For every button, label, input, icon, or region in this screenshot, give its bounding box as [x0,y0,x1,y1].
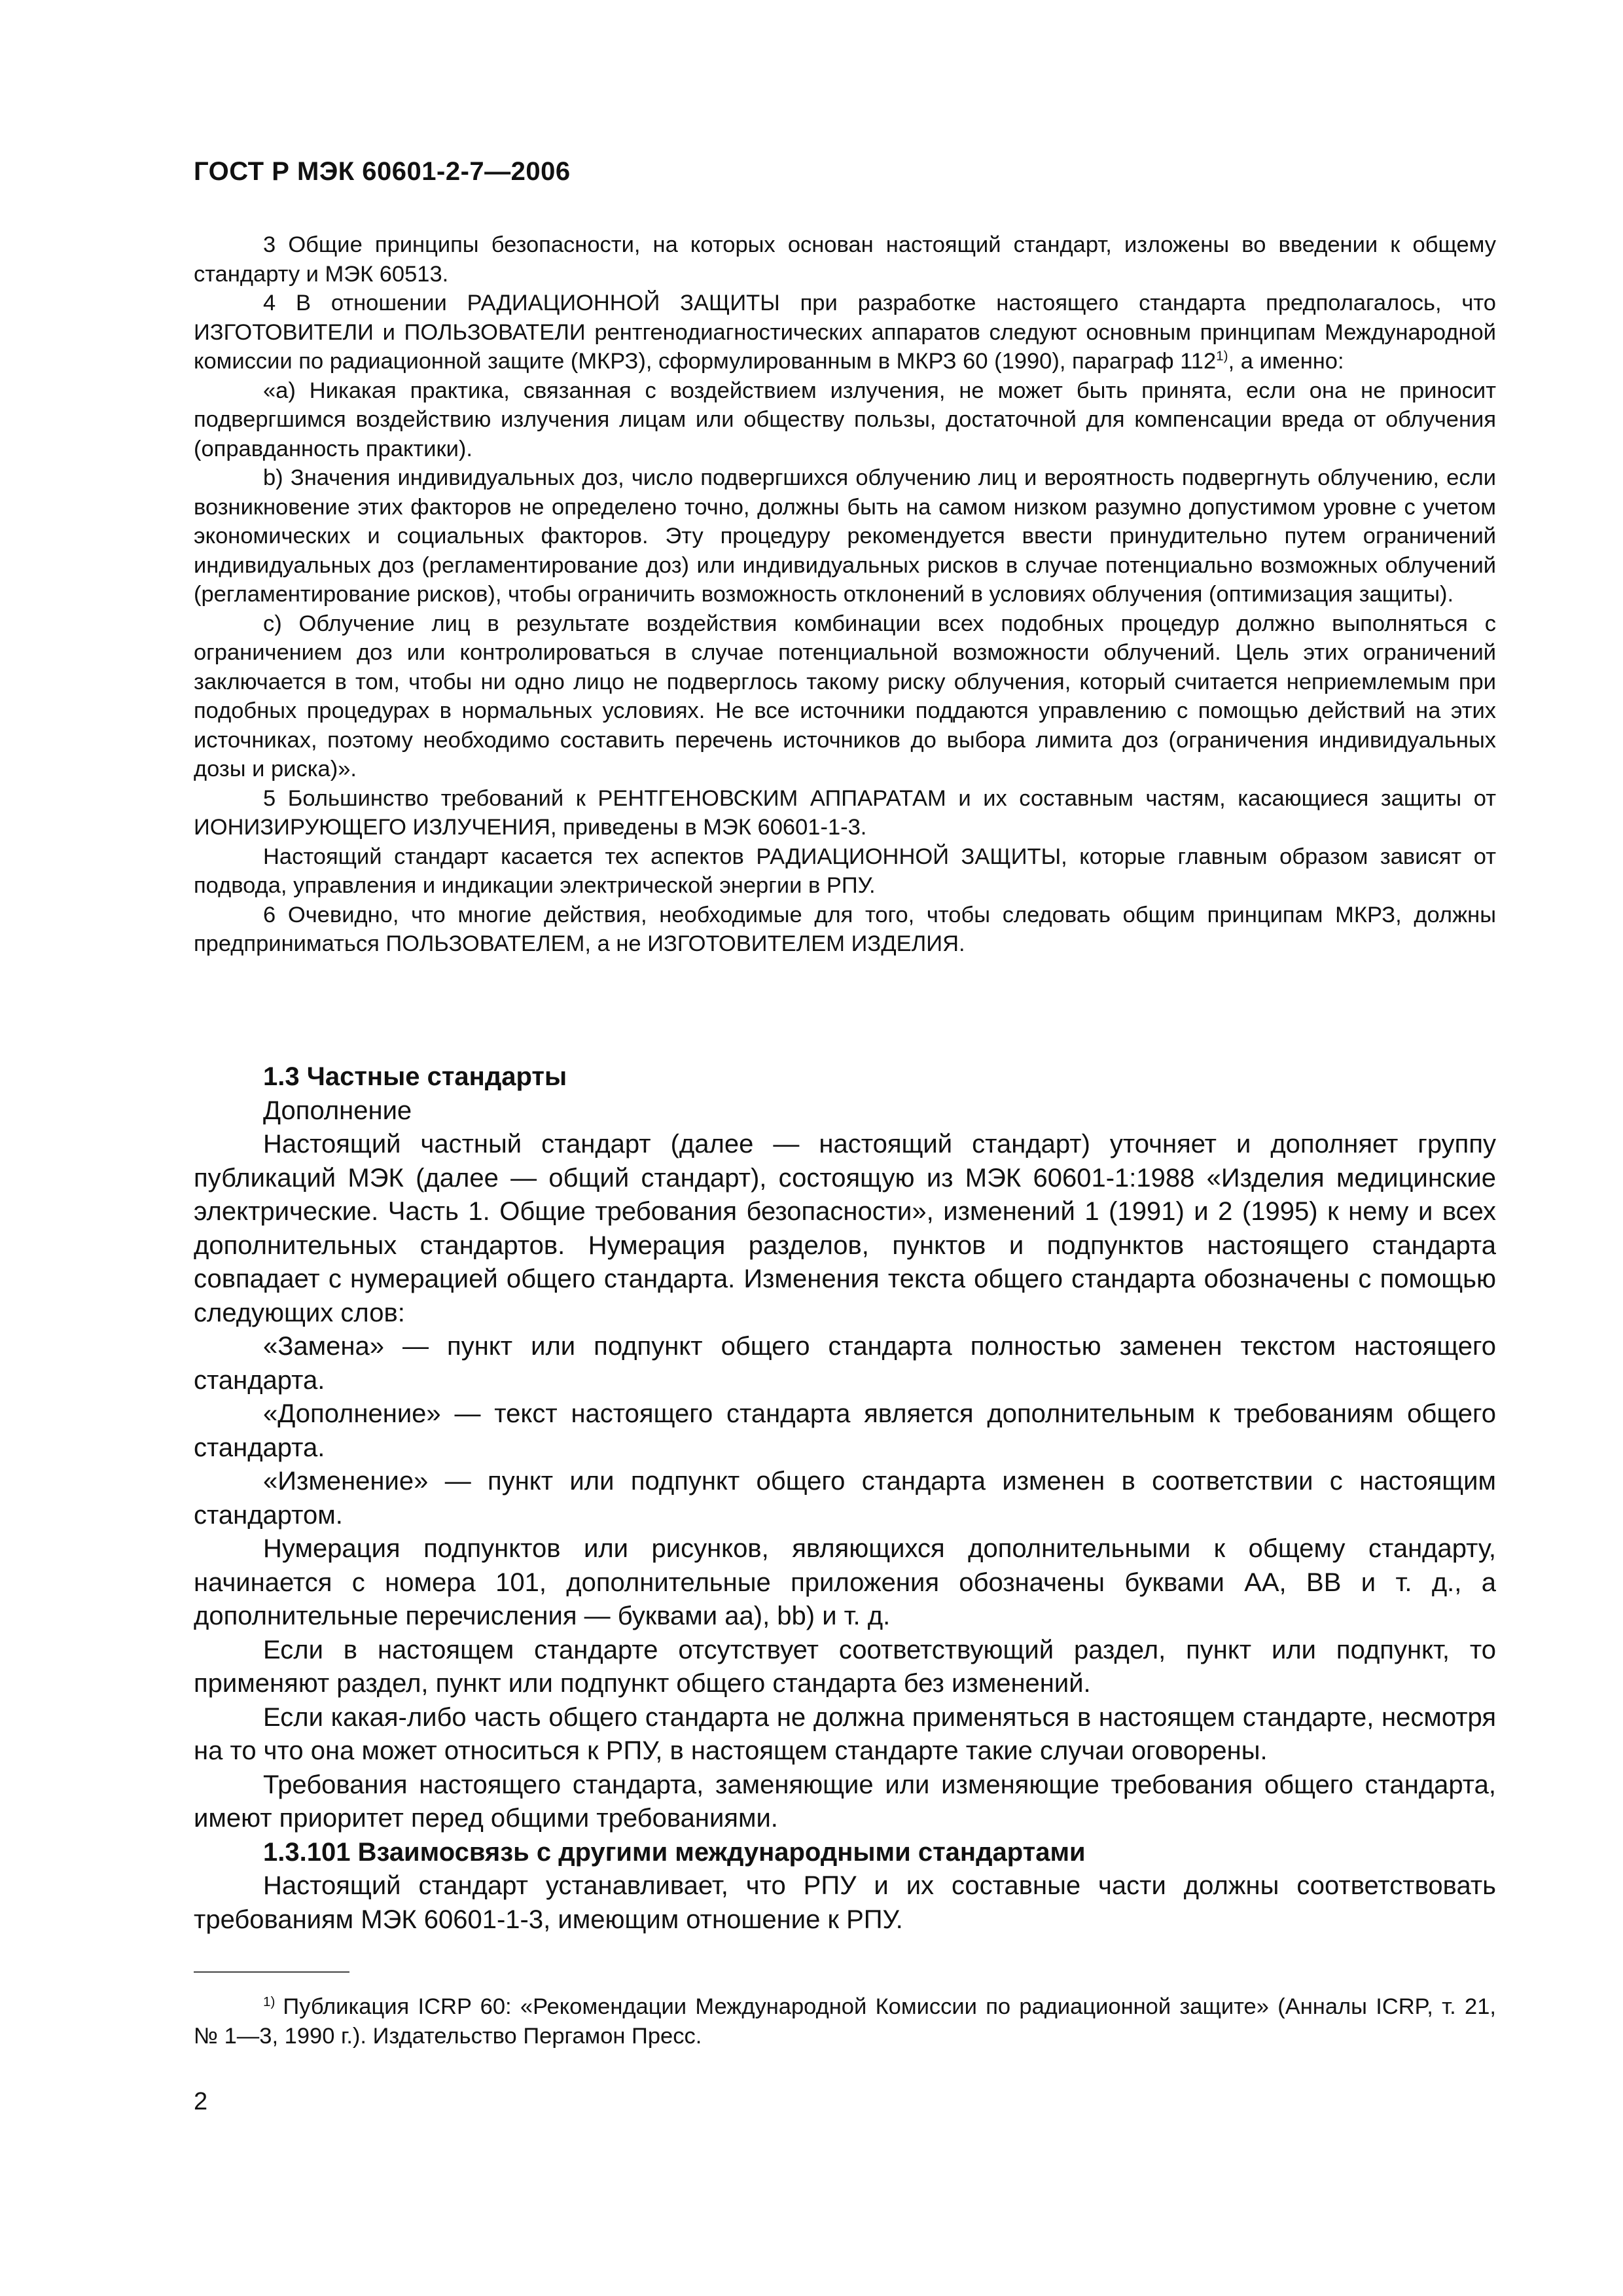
section-1-3-paragraph-1: Настоящий частный стандарт (далее — настоящий стандарт) уточняет и дополняет группу публикаций МЭК (далее — общий стандарт), состоящую из МЭК 60601-1:1988 «Изделия медицинские электрические. Часть 1. Общие требования безопасности», изменений 1 (1991) и 2 (1995) к нему и всех дополнительных стандартов. Нумерация разделов, пунктов и подпунктов настоящего стандарта совпадает с нумерацией общего стандарта. Изменения текста общего стандарта обозначены с помощью следующих слов: [194,1130,1496,1327]
footnote [194,1992,1496,2051]
section-1-3-paragraph-2: «Замена» — пункт или подпункт общего стандарта полностью заменен текстом настоящего стандарта. [194,1332,1496,1395]
page-number: 2 [194,2088,208,2115]
section-1-3-paragraph-5: Нумерация подпунктов или рисунков, являющихся дополнительными к общему стандарту, начинается с номера 101, дополнительные приложения обозначены буквами AA, BB и т. д., а дополнительные перечисления — буквами aa), bb) и т. д. [194,1534,1496,1630]
footnote-reference: 1) [1216,348,1228,364]
intro-block [194,230,1496,959]
intro-paragraph-3: 3 Общие принципы безопасности, на которых основан настоящий стандарт, изложены во введении к общему стандарту и МЭК 60513. [194,232,1496,287]
section-1-3 [194,1060,1496,1937]
section-1-3-addition: Дополнение [263,1096,412,1125]
intro-paragraph-4-end: , а именно: [1228,349,1344,374]
section-1-3-paragraph-6: Если в настоящем стандарте отсутствует соответствующий раздел, пункт или подпункт, то применяют раздел, пункт или подпункт общего стандарта без изменений. [194,1635,1496,1698]
intro-paragraph-5: 5 Большинство требований к РЕНТГЕНОВСКИМ АППАРАТАМ и их составным частям, касающиеся защиты от ИОНИЗИРУЮЩЕГО ИЗЛУЧЕНИЯ, приведены в МЭК 60601-1-3. [194,785,1496,840]
footnote-text-block [194,1992,1496,2051]
document-header: ГОСТ Р МЭК 60601-2-7—2006 [194,157,571,186]
section-1-3-paragraph-3: «Дополнение» — текст настоящего стандарта является дополнительным к требованиям общего стандарта. [194,1399,1496,1462]
intro-paragraph-4 [194,289,1496,376]
section-1-3-paragraph-7: Если какая-либо часть общего стандарта не должна применяться в настоящем стандарте, несмотря на то что она может относиться к РПУ, в настоящем стандарте такие случаи оговорены. [194,1702,1496,1765]
intro-paragraph-5b: Настоящий стандарт касается тех аспектов РАДИАЦИОННОЙ ЗАЩИТЫ, которые главным образом зависят от подвода, управления и индикации электрической энергии в РПУ. [194,844,1496,898]
icrp-principle-b: b) Значения индивидуальных доз, число подвергшихся облучению лиц и вероятность подвергнуть облучению, если возникновение этих факторов не определено точно, должны быть на самом низком разумно допустимом уровне с учетом экономических и социальных факторов. Эту процедуру рекомендуется ввести принудительно путем ограничений индивидуальных доз (регламентирование доз) или индивидуальных рисков в случае потенциально возможных облучений (регламентирование рисков), чтобы ограничить возможность отклонений в условиях облучения (оптимизация защиты). [194,465,1496,607]
footnote-marker: 1) [263,1994,276,2009]
icrp-principle-c: c) Облучение лиц в результате воздействия комбинации всех подобных процедур должно выполняться с ограничением доз или контролироваться в случае потенциальной возможности облучений. Цель этих ограничений заключается в том, чтобы ни одно лицо не подверглось такому риску облучения, который считается неприемлемым при подобных процедурах в нормальных условиях. Не все источники поддаются управлению с помощью действий на этих источниках, поэтому необходимо составить перечень источников до выбора лимита доз (ограничения индивидуальных дозы и риска)». [194,611,1496,781]
section-1-3-paragraph-8: Требования настоящего стандарта, заменяющие или изменяющие требования общего стандарта, имеют приоритет перед общими требованиями. [194,1770,1496,1833]
section-1-3-heading: 1.3 Частные стандарты [263,1062,567,1091]
intro-paragraph-6: 6 Очевидно, что многие действия, необходимые для того, чтобы следовать общим принципам МКРЗ, должны предприниматься ПОЛЬЗОВАТЕЛЕМ, а не ИЗГОТОВИТЕЛЕМ ИЗДЕЛИЯ. [194,902,1496,956]
icrp-principle-a: «a) Никакая практика, связанная с воздействием излучения, не может быть принята, если она не приносит подвергшимся воздействию излучения лицам или обществу пользы, достаточной для компенсации вреда от облучения (оправданность практики). [194,378,1496,461]
footnote-text: Публикация ICRP 60: «Рекомендации Международной Комиссии по радиационной защите» (Анналы ICRP, т. 21, № 1—3, 1990 г.). Издательство Пергамон Пресс. [194,1994,1496,2049]
footnote-divider [194,1971,349,1973]
intro-paragraph-4-text: 4 В отношении РАДИАЦИОННОЙ ЗАЩИТЫ при разработке настоящего стандарта предполагалось, что ИЗГОТОВИТЕЛИ и ПОЛЬЗОВАТЕЛИ рентгенодиагностических аппаратов следуют основным принципам Международной комиссии по радиационной защите (МКРЗ), сформулированным в МКРЗ 60 (1990), параграф 112 [194,291,1496,374]
section-1-3-101-paragraph: Настоящий стандарт устанавливает, что РПУ и их составные части должны соответствовать требованиям МЭК 60601-1-3, имеющим отношение к РПУ. [194,1871,1496,1934]
section-1-3-101-heading: 1.3.101 Взаимосвязь с другими международными стандартами [263,1837,1086,1867]
section-1-3-paragraph-4: «Изменение» — пункт или подпункт общего стандарта изменен в соответствии с настоящим стандартом. [194,1467,1496,1530]
